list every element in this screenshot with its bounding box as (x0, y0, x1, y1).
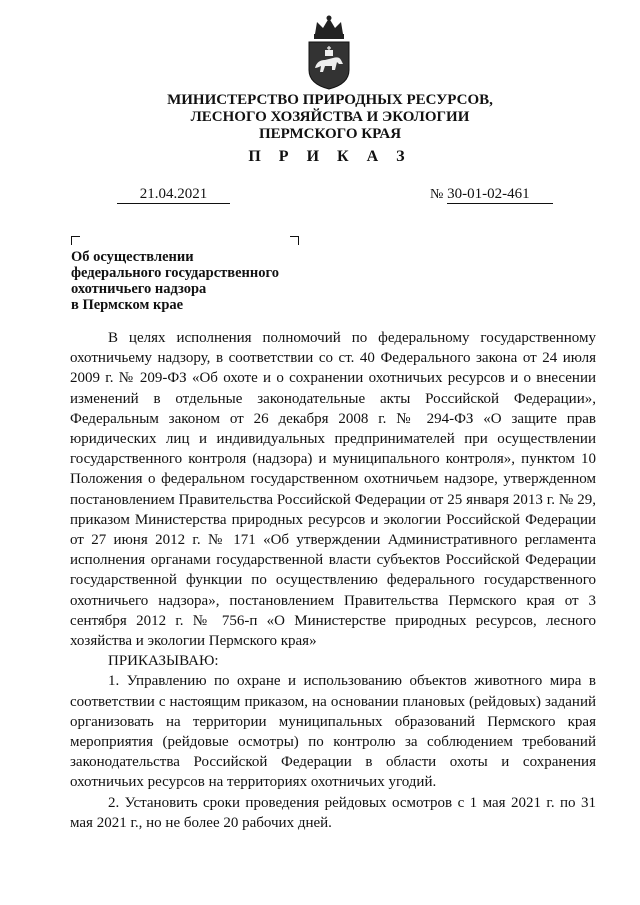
number-sign: № (430, 187, 444, 202)
ministry-header (120, 92, 540, 143)
order-word: ПРИКАЗЫВАЮ: (108, 653, 219, 670)
order-subject (71, 249, 279, 313)
document-type-title: П Р И К А З (248, 148, 412, 165)
order-date: 21.04.2021 (117, 186, 230, 204)
order-body (70, 328, 596, 833)
order-number: 30-01-02-461 (447, 186, 553, 204)
item-1-paragraph: 1. Управлению по охране и использованию объектов животного мира в соответствии с настоящим приказом, на основании плановых (рейдовых) заданий организовать на территории муниципальных образований Пермского края мероприятия (рейдовые осмотры) по контролю за соблюдением требований законодательства Российской Федерации в области охоты и сохранения охотничьих ресурсов на территориях охотничьих угодий. (70, 673, 596, 791)
subject-line: охотничьего надзора (71, 281, 207, 297)
ministry-line: МИНИСТЕРСТВО ПРИРОДНЫХ РЕСУРСОВ, (167, 92, 493, 108)
perm-krai-coat-of-arms-icon (303, 14, 355, 90)
preamble-paragraph: В целях исполнения полномочий по федеральному государственному охотничьему надзору, в соответствии со ст. 40 Федерального закона от 24 июля 2009 г. № 209-ФЗ «Об охоте и о сохранении охотничьих ресурсов и о внесении изменений в отдельные законодательные акты Российской Федерации», Федеральным законом от 26 декабря 2008 г. № 294-ФЗ «О защите прав юридических лиц и индивидуальных предпринимателей при осуществлении государственного контроля (надзора) и муниципального контроля», пунктом 10 Положения о федеральном государственном охотничьем надзоре, утвержденном постановлением Правительства Российской Федерации от 25 января 2013 г. № 29, приказом Министерства природных ресурсов и экологии Российской Федерации от 27 июня 2012 г. № 171 «Об утверждении Административного регламента исполнения органами государственной власти субъектов Российской Федерации государственной функции по осуществлению федерального государственного охотничьего надзора», постановлением Правительства Пермского края от 3 сентября 2012 г. № 756-п «О Министерстве природных ресурсов, лесного хозяйства и экологии Пермского края» (70, 330, 596, 650)
ministry-line: ПЕРМСКОГО КРАЯ (258, 126, 402, 142)
order-number-block (430, 186, 553, 204)
item-2-paragraph: 2. Установить сроки проведения рейдовых осмотров с 1 мая 2021 г. по 31 мая 2021 г., но не более 20 рабочих дней. (70, 794, 596, 831)
subject-line: федерального государственного (71, 265, 279, 281)
subject-line: Об осуществлении (71, 249, 194, 265)
subject-bracket-right (290, 236, 299, 245)
subject-line: в Пермском крае (71, 297, 184, 313)
ministry-line: ЛЕСНОГО ХОЗЯЙСТВА И ЭКОЛОГИИ (190, 109, 470, 125)
subject-bracket-left (71, 236, 80, 245)
